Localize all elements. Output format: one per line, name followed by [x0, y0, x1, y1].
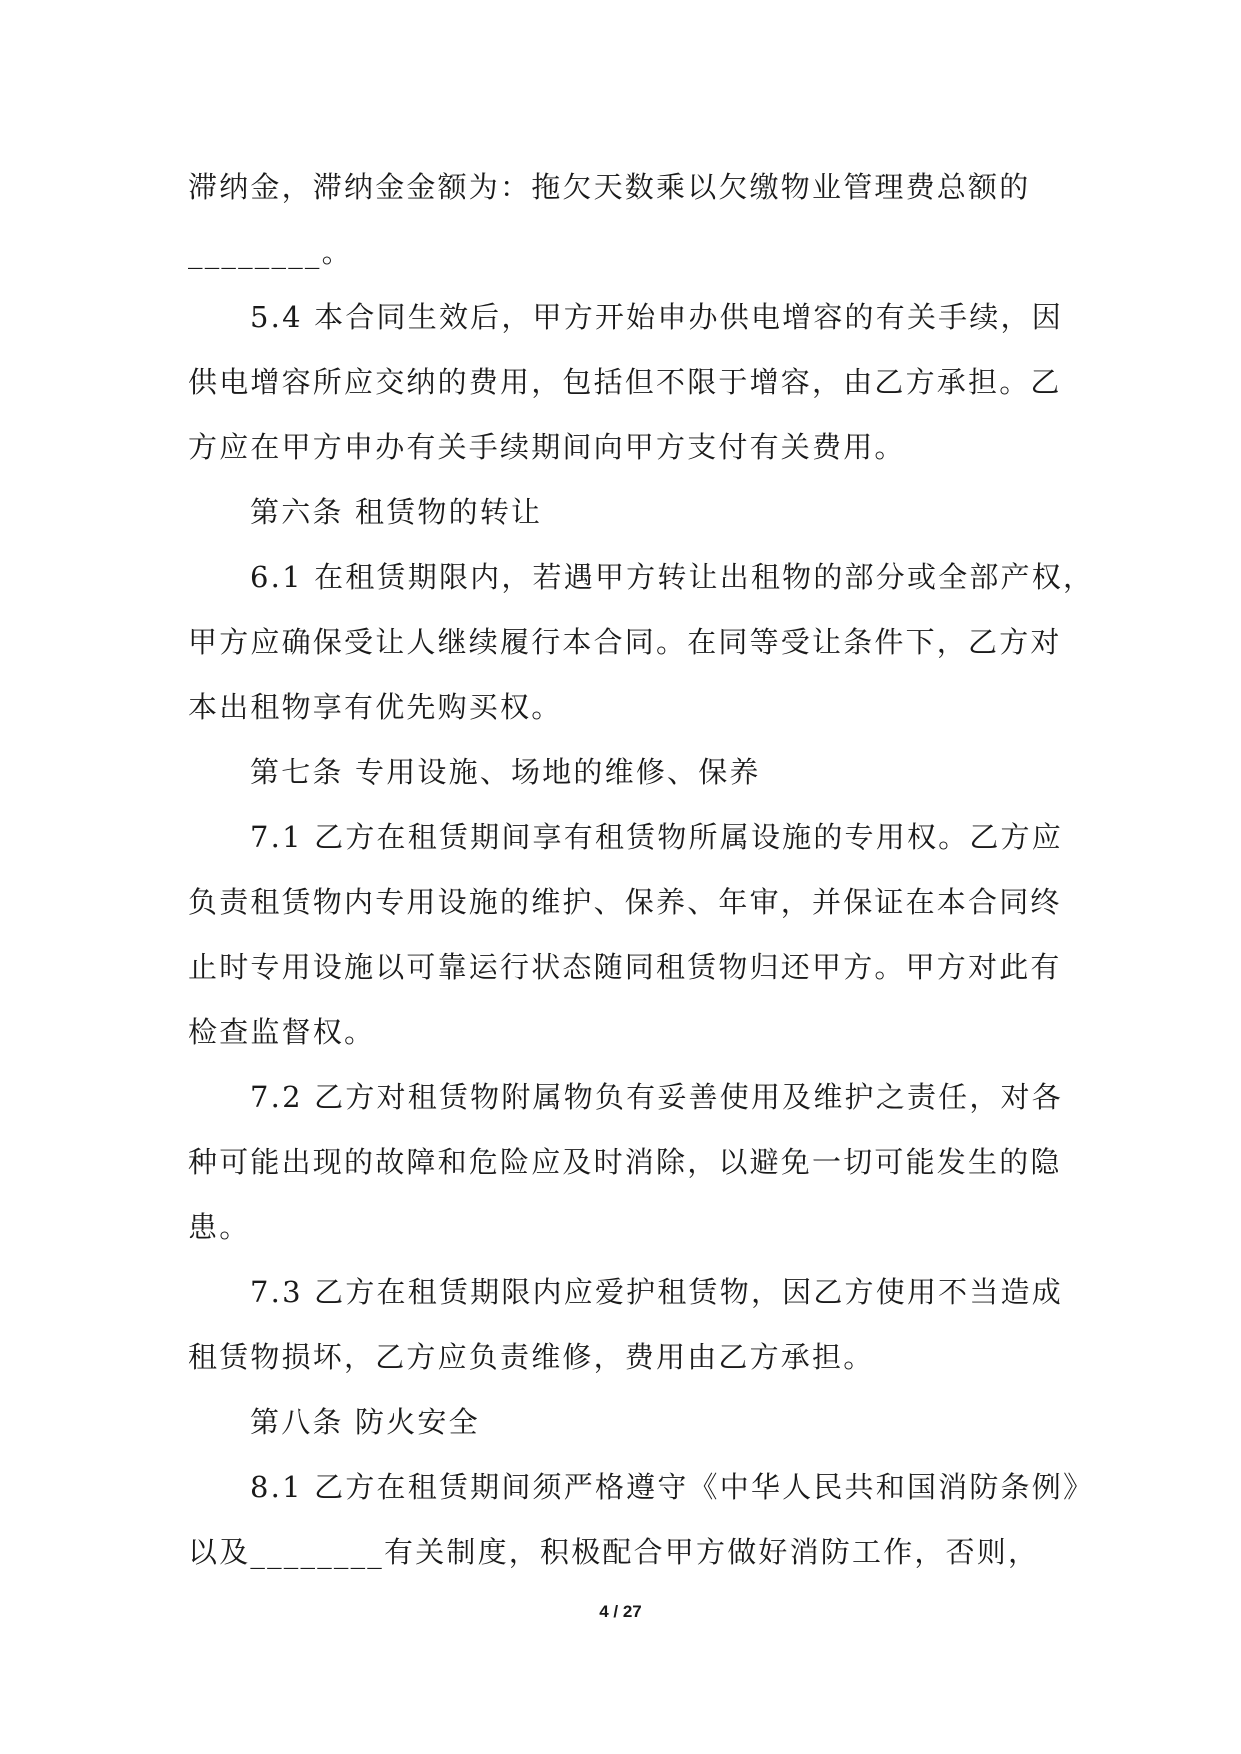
text-line: 种可能出现的故障和危险应及时消除，以避免一切可能发生的隐 [188, 1145, 1062, 1179]
text-line: 止时专用设施以可靠运行状态随同租赁物归还甲方。甲方对此有 [188, 950, 1062, 984]
text-line: 供电增容所应交纳的费用，包括但不限于增容，由乙方承担。乙 [188, 365, 1062, 399]
text-line: 滞纳金，滞纳金金额为：拖欠天数乘以欠缴物业管理费总额的 [188, 170, 1031, 204]
text-line: 5.4 本合同生效后，甲方开始申办供电增容的有关手续，因 [250, 300, 1063, 334]
text-line: 7.1 乙方在租赁期间享有租赁物所属设施的专用权。乙方应 [250, 820, 1063, 854]
text-line: 甲方应确保受让人继续履行本合同。在同等受让条件下，乙方对 [188, 625, 1062, 659]
text-line: 负责租赁物内专用设施的维护、保养、年审，并保证在本合同终 [188, 885, 1062, 919]
text-line: 本出租物享有优先购买权。 [188, 690, 563, 724]
text-line: 检查监督权。 [188, 1015, 376, 1049]
text-line: 第六条 租赁物的转让 [250, 495, 543, 529]
text-line: 租赁物损坏，乙方应负责维修，费用由乙方承担。 [188, 1340, 875, 1374]
text-line: 第七条 专用设施、场地的维修、保养 [250, 755, 761, 789]
text-line: 7.3 乙方在租赁期限内应爱护租赁物，因乙方使用不当造成 [250, 1275, 1063, 1309]
text-line: 方应在甲方申办有关手续期间向甲方支付有关费用。 [188, 430, 906, 464]
page-number: 4 / 27 [599, 1602, 642, 1621]
text-line: 以及________有关制度，积极配合甲方做好消防工作，否则， [188, 1535, 1040, 1569]
text-line: ________。 [188, 235, 353, 269]
document-body [188, 155, 1095, 1585]
text-line: 7.2 乙方对租赁物附属物负有妥善使用及维护之责任，对各 [250, 1080, 1063, 1114]
text-line: 第八条 防火安全 [250, 1405, 480, 1439]
text-line: 8.1 乙方在租赁期间须严格遵守《中华人民共和国消防条例》 [250, 1470, 1095, 1504]
text-line: 6.1 在租赁期限内，若遇甲方转让出租物的部分或全部产权， [250, 560, 1095, 594]
text-line: 患。 [188, 1210, 251, 1244]
